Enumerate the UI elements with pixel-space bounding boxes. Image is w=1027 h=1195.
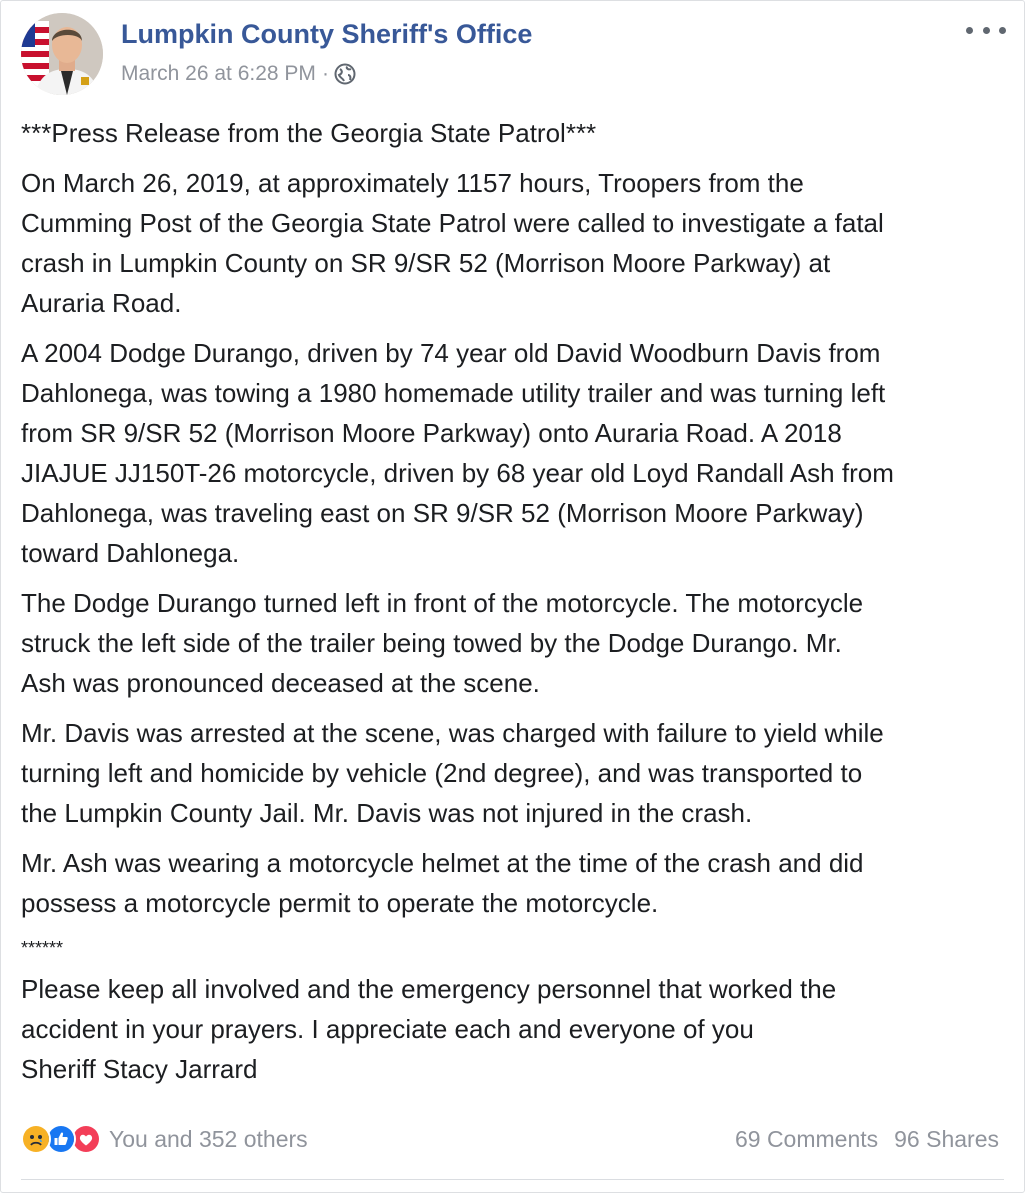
reactions-label[interactable]: You and 352 others	[109, 1125, 308, 1152]
post-divider-stars: ******	[21, 938, 64, 958]
post-paragraph: A 2004 Dodge Durango, driven by 74 year old David Woodburn Davis from Dahlonega, was towing a 1980 homemade utility trailer and was turning left from SR 9/SR 52 (Morrison Moore Parkway) onto Auraria Road. A 2018 JIAJUE JJ150T-26 motorcycle, driven by 68 year old Loyd Randall Ash from Dahlonega, was traveling east on SR 9/SR 52 (Morrison Moore Parkway) toward Dahlonega.	[21, 338, 894, 568]
post-body	[21, 113, 1011, 1099]
sad-reaction-icon	[21, 1124, 51, 1154]
page-name-link[interactable]: Lumpkin County Sheriff's Office	[121, 19, 533, 49]
post-footer	[21, 1119, 999, 1159]
reactions-summary[interactable]	[21, 1124, 308, 1154]
more-dot	[999, 27, 1006, 34]
post-header	[21, 13, 1006, 97]
globe-icon[interactable]	[334, 63, 356, 85]
more-dot	[966, 27, 973, 34]
post-paragraph: ***Press Release from the Georgia State Patrol***	[21, 118, 597, 148]
post-paragraph: Please keep all involved and the emergency personnel that worked the accident in your prayers. I appreciate each and everyone of you Sheriff Stacy Jarrard	[21, 974, 837, 1084]
more-options-icon[interactable]	[966, 19, 1006, 41]
post-paragraph: The Dodge Durango turned left in front of the motorcycle. The motorcycle struck the left side of the trailer being towed by the Dodge Durango. Mr. Ash was pronounced deceased at the scene.	[21, 588, 864, 698]
post-paragraph: Mr. Ash was wearing a motorcycle helmet at the time of the crash and did possess a motorcycle permit to operate the motorcycle.	[21, 848, 864, 918]
meta-separator: ·	[321, 62, 329, 85]
more-dot	[983, 27, 990, 34]
post-paragraph: On March 26, 2019, at approximately 1157 hours, Troopers from the Cumming Post of the Georgia State Patrol were called to investigate a fatal crash in Lumpkin County on SR 9/SR 52 (Morrison Moore Parkway) at Auraria Road.	[21, 168, 884, 318]
comments-count-link[interactable]: 69 Comments	[734, 1125, 879, 1152]
engagement-counts	[735, 1126, 999, 1153]
avatar[interactable]	[21, 13, 103, 95]
post-timestamp[interactable]: March 26 at 6:28 PM	[121, 62, 316, 85]
divider	[21, 1179, 1004, 1180]
sheriff-portrait-icon	[21, 13, 103, 95]
shares-count-link[interactable]: 96 Shares	[894, 1125, 999, 1152]
post-paragraph: Mr. Davis was arrested at the scene, was charged with failure to yield while turning left and homicide by vehicle (2nd degree), and was transported to the Lumpkin County Jail. Mr. Davis was not injured in the crash.	[21, 718, 884, 828]
post-meta	[121, 62, 356, 86]
